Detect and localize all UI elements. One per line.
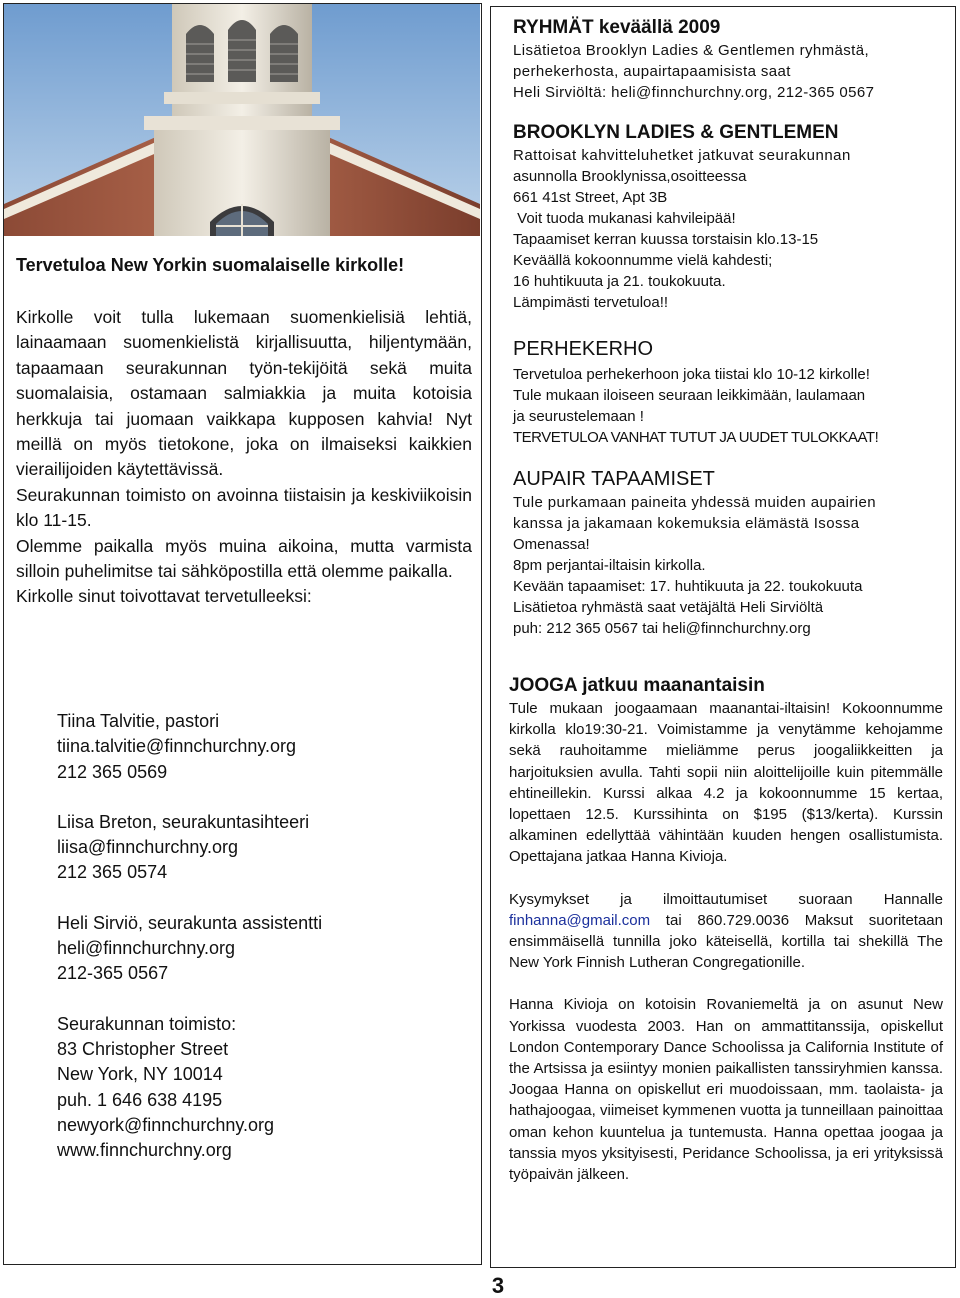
brooklyn-line: 661 41st Street, Apt 3B xyxy=(513,189,668,206)
contact-name: Heli Sirviö, seurakunta assistentti xyxy=(57,912,323,933)
page-number: 3 xyxy=(491,1273,505,1298)
contact-secretary xyxy=(57,810,457,886)
perhekerho-title: PERHEKERHO xyxy=(513,338,654,360)
perhekerho-line: Tervetuloa perhekerhoon joka tiistai klo 10-12 kirkolle! xyxy=(513,366,870,383)
brooklyn-line: Keväällä kokoonnumme vielä kahdesti; xyxy=(513,252,773,269)
aupair-line: puh: 212 365 0567 tai heli@finnchurchny.org xyxy=(513,620,811,637)
ryhmat-line: Lisätietoa Brooklyn Ladies & Gentlemen ryhmästä, xyxy=(513,42,870,59)
contact-name: Liisa Breton, seurakuntasihteeri xyxy=(57,811,310,832)
office-street: 83 Christopher Street xyxy=(57,1038,229,1059)
section-perhekerho xyxy=(513,337,943,448)
office-email[interactable]: newyork@finnchurchny.org xyxy=(57,1114,275,1135)
brooklyn-line: Rattoisat kahvitteluhetket jatkuvat seurakunnan xyxy=(513,147,851,164)
brooklyn-line: 16 huhtikuuta ja 21. toukokuuta. xyxy=(513,273,726,290)
section-aupair xyxy=(513,467,943,639)
hanna-email-link[interactable]: finhanna@gmail.com xyxy=(509,911,651,929)
brooklyn-title: BROOKLYN LADIES & GENTLEMEN xyxy=(513,122,839,143)
section-ryhmat xyxy=(513,16,943,103)
office-website[interactable]: www.finnchurchny.org xyxy=(57,1140,232,1161)
aupair-line: Tule purkamaan paineita yhdessä muiden aupairien xyxy=(513,494,877,511)
welcome-closing: Kirkolle sinut toivottavat tervetulleeksi: xyxy=(16,586,312,607)
contact-phone: 212 365 0574 xyxy=(57,862,168,883)
perhekerho-line: ja seurustelemaan ! xyxy=(513,408,644,425)
church-tower-photo xyxy=(4,4,480,236)
contact-assistant xyxy=(57,911,457,987)
contact-name: Tiina Talvitie, pastori xyxy=(57,711,220,731)
registration-details: tai 860.729.0036 Maksut suoritetaan ensimmäisellä tunnilla joko käteisellä, kortilla tai shekillä The New York Finnish Lutheran Congregationille. xyxy=(509,911,943,972)
jooga-registration xyxy=(509,889,943,974)
aupair-line: kanssa ja jakamaan kokemuksia elämästä Isossa xyxy=(513,515,860,532)
right-column xyxy=(490,6,956,1268)
contact-phone: 212-365 0567 xyxy=(57,963,169,984)
registration-text: Kysymykset ja ilmoittautumiset suoraan Hannalle xyxy=(509,890,943,908)
office-hours-paragraph: Seurakunnan toimisto on avoinna tiistaisin ja keskiviikoisin klo 11-15. xyxy=(16,484,472,531)
jooga-intro: Tule mukaan joogaamaan maanantai-iltaisin! Kokoonnumme kirkolla klo19:30-21. Voimistamme ja venytämme kehojamme sekä rauhoitamme mieliämme perus joogaliikkeitten ja harjoituksien avulla. Tahti sopii niin aloittelijoille kuin pitemmälle ehtineillekin. Kurssi alkaa 4.2 ja kokoonnumme 15 kertaa, lopettaen 12.5. Kurssihinta on $195 ($13/kerta). Kurssin alkaminen edellyttää vähintään kuuden hengen osallistumista. Opettajana jatkaa Hanna Kivioja. xyxy=(509,700,943,866)
aupair-title: AUPAIR TAPAAMISET xyxy=(513,468,715,490)
office-city: New York, NY 10014 xyxy=(57,1064,223,1085)
welcome-body xyxy=(16,305,472,610)
ryhmat-line: Heli Sirviöltä: heli@finnchurchny.org, 212-365 0567 xyxy=(513,84,875,101)
perhekerho-line: TERVETULOA VANHAT TUTUT JA UUDET TULOKKAAT! xyxy=(513,429,879,446)
aupair-line: Omenassa! xyxy=(513,536,590,553)
brooklyn-line: Voit tuoda mukanasi kahvileipää! xyxy=(513,210,736,227)
contact-email[interactable]: heli@finnchurchny.org xyxy=(57,938,236,959)
ryhmat-line: perhekerhosta, aupairtapaamisista saat xyxy=(513,63,791,80)
office-address xyxy=(57,1012,457,1164)
section-brooklyn xyxy=(513,121,943,313)
availability-paragraph: Olemme paikalla myös muina aikoina, mutta varmista silloin puhelimitse tai sähköpostilla että olemme paikalla. xyxy=(16,535,472,582)
aupair-line: Kevään tapaamiset: 17. huhtikuuta ja 22. toukokuuta xyxy=(513,578,863,595)
welcome-title: Tervetuloa New Yorkin suomalaiselle kirkolle! xyxy=(16,255,405,275)
contact-email[interactable]: tiina.talvitie@finnchurchny.org xyxy=(57,736,297,757)
brooklyn-line: Lämpimästi tervetuloa!! xyxy=(513,294,669,311)
jooga-title: JOOGA jatkuu maanantaisin xyxy=(509,675,765,696)
perhekerho-line: Tule mukaan iloiseen seuraan leikkimään, laulamaan xyxy=(513,387,866,404)
jooga-teacher-bio: Hanna Kivioja on kotoisin Rovaniemeltä ja on asunut New Yorkissa vuodesta 2003. Han on ammattitanssija, opiskellut London Contemporary Dance Schoolissa ja California Institute of the Artsissa ja esiintyy monien paikallisten tanssiryhmien kanssa. Joogaa Hanna on opiskellut eri muodoissaan, mm. taolaista- ja hathajoogaa, viimeiset kymmenen vuotta ja tunneillaan painoittaa oman kehon kuuntelua ja tuntemusta. Hanna opettaa joogaa ja tanssia myos yksityisesti, Peridance Schoolissa, ja eri yrityksissä työpaivän jälkeen. xyxy=(509,996,943,1184)
section-jooga xyxy=(509,674,943,1206)
contact-pastor xyxy=(57,709,457,785)
contact-email[interactable]: liisa@finnchurchny.org xyxy=(57,837,239,858)
office-phone: puh. 1 646 638 4195 xyxy=(57,1089,223,1110)
brooklyn-line: asunnolla Brooklynissa,osoitteessa xyxy=(513,168,747,185)
aupair-line: 8pm perjantai-iltaisin kirkolla. xyxy=(513,557,706,574)
staff-contacts xyxy=(57,709,457,1188)
office-heading: Seurakunnan toimisto: xyxy=(57,1013,237,1034)
intro-paragraph: Kirkolle voit tulla lukemaan suomenkielisiä lehtiä, lainaamaan suomenkielistä kirjallisuutta, hiljentymään, tapaamaan seurakunnan työn-tekijöitä sekä muita suomalaisia, ostamaan salmiakkia ja muita kotoisia herkkuja tai juomaan vaikkapa kupposen kahvia! Nyt meillä on myös tietokone, joka on ilmaiseksi kaikkien vierailijoiden käytettävissä. xyxy=(16,307,472,480)
brooklyn-line: Tapaamiset kerran kuussa torstaisin klo.13-15 xyxy=(513,231,819,248)
left-column xyxy=(3,3,482,1265)
aupair-line: Lisätietoa ryhmästä saat vetäjältä Heli Sirviöltä xyxy=(513,599,824,616)
ryhmat-title: RYHMÄT keväällä 2009 xyxy=(513,17,721,38)
contact-phone: 212 365 0569 xyxy=(57,761,168,782)
